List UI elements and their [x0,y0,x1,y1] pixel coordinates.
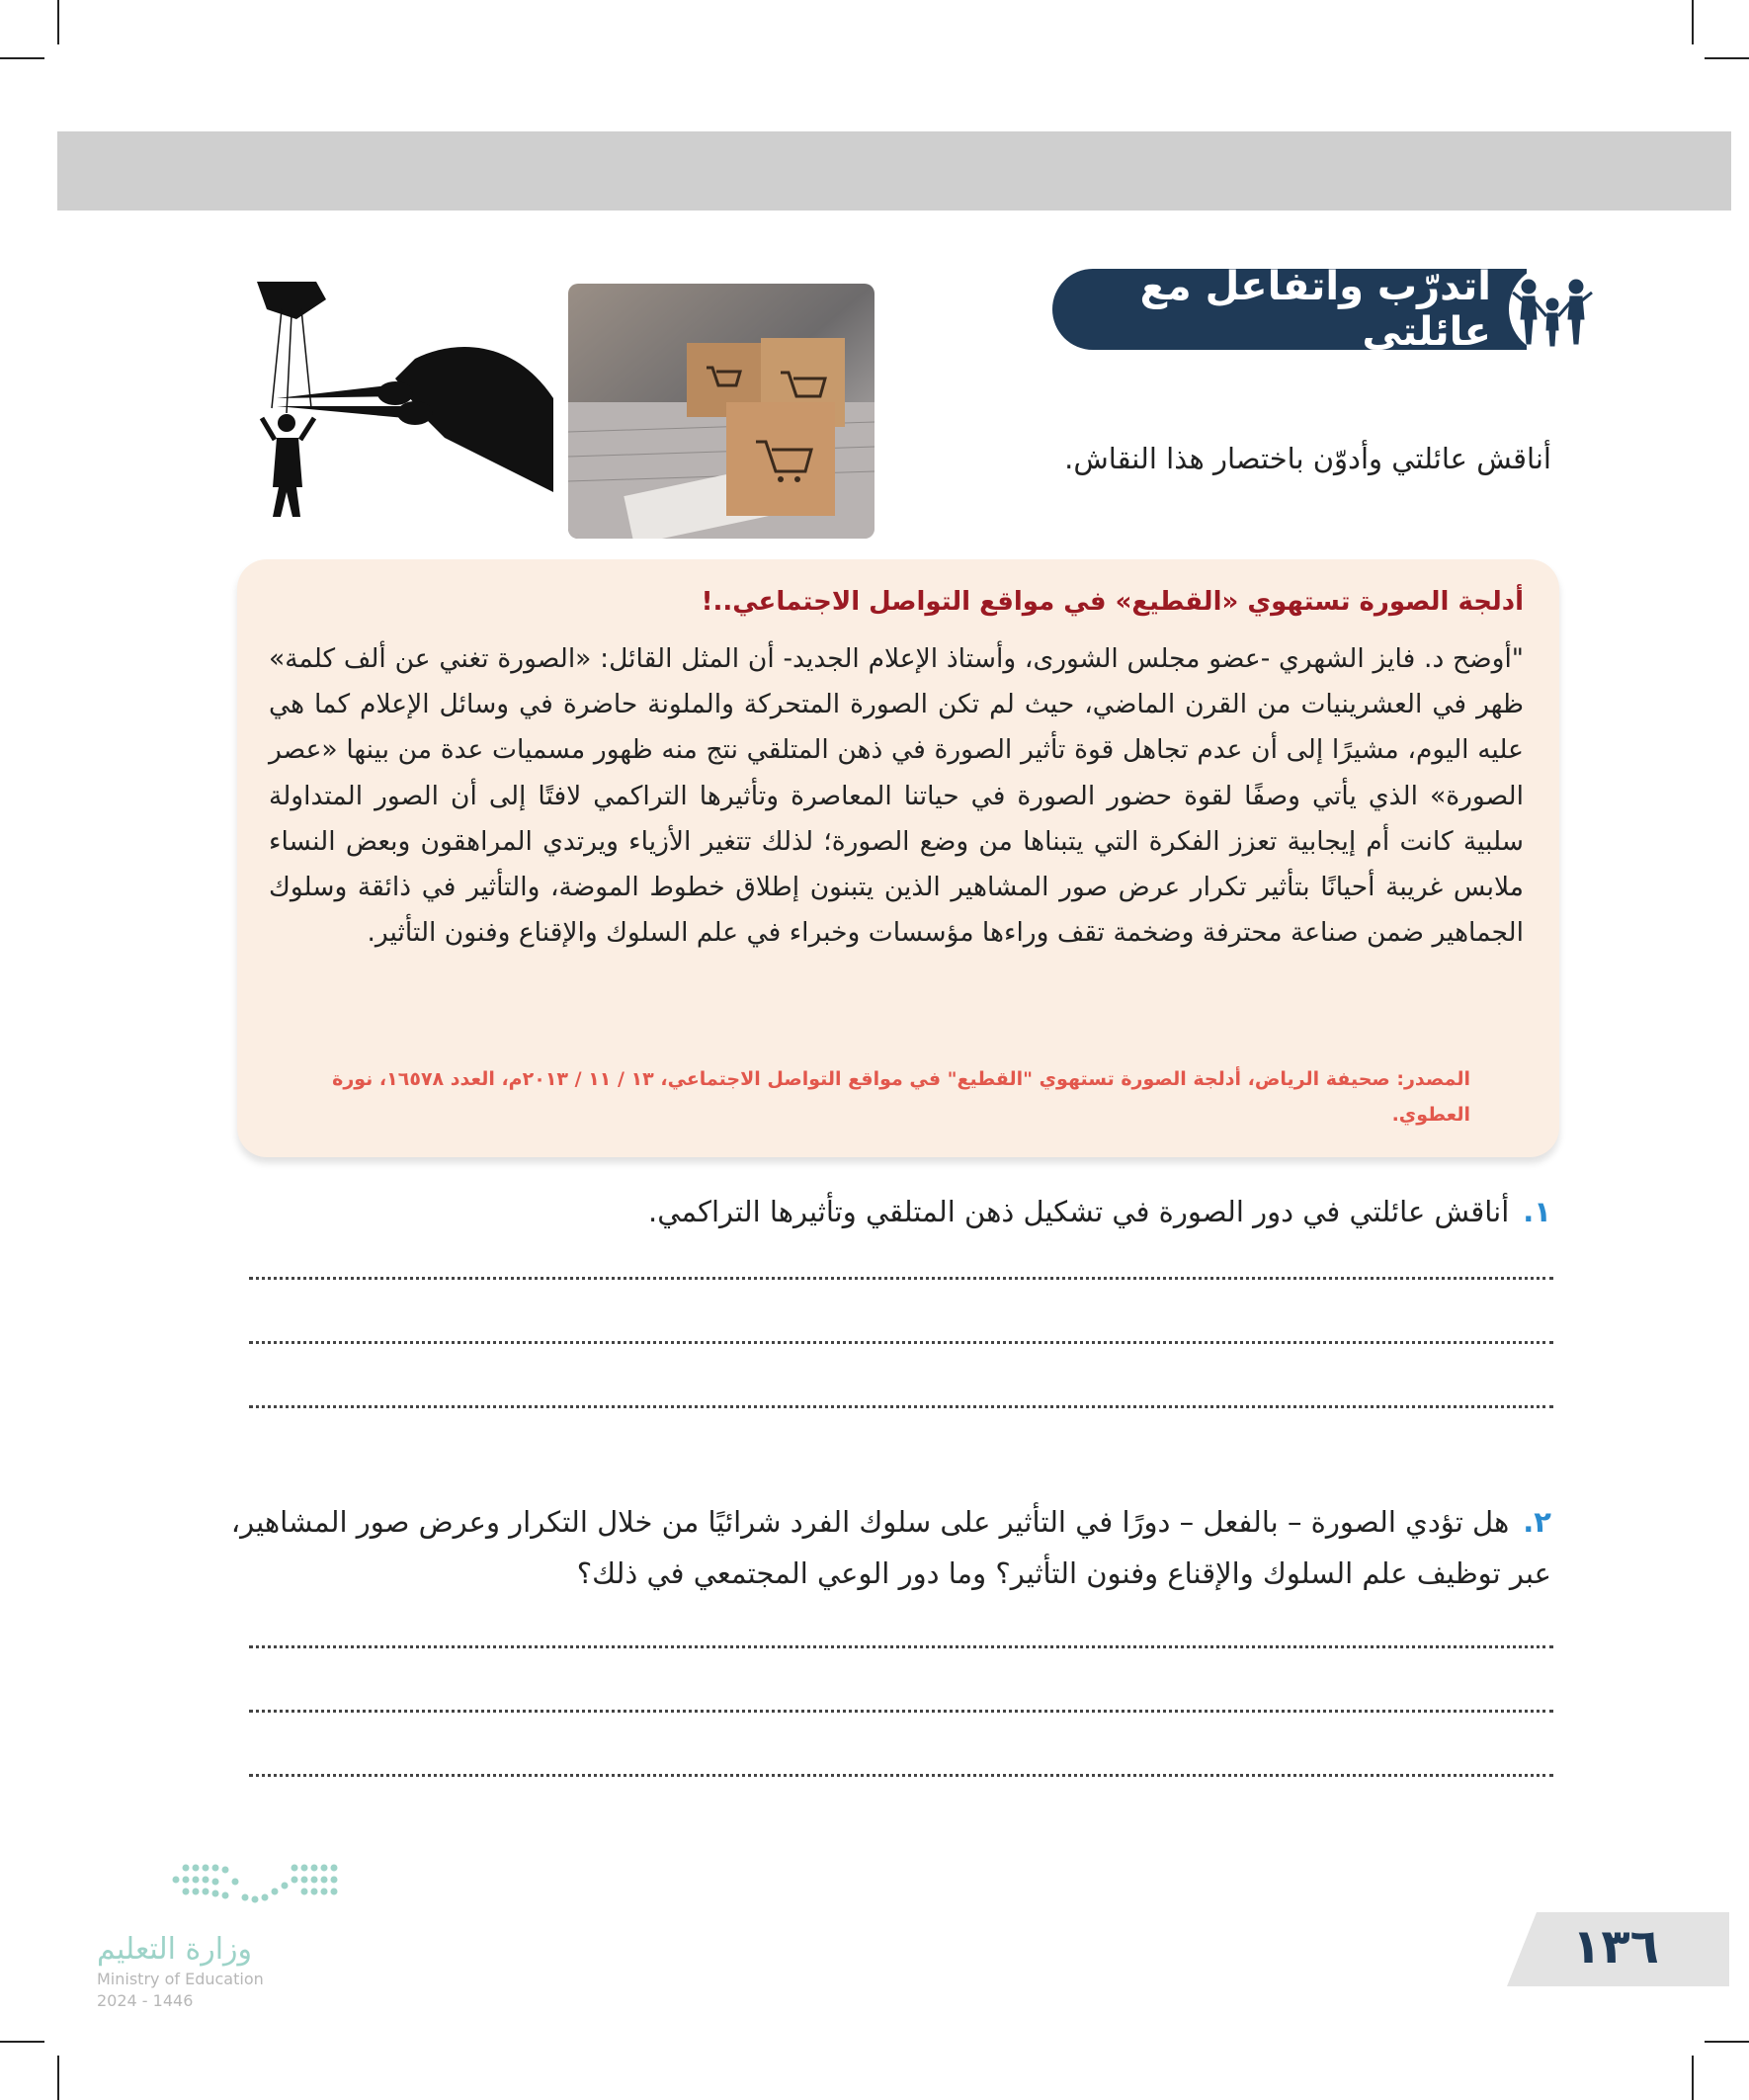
article-title: أدلجة الصورة تستهوي «القطيع» في مواقع التواصل الاجتماعي..! [701,587,1524,617]
section-title: أتدرّب وأتفاعل مع عائلتي [1139,264,1491,355]
scissors-puppet-image [257,280,553,527]
article-body: "أوضح د. فايز الشهري -عضو مجلس الشورى، وأستاذ الإعلام الجديد- أن المثل القائل: «الصورة تغني عن ألف كلمة» ظهر في العشرينيات من القرن الماضي، حيث لم تكن الصورة المتحركة والملونة حاضرة في وسائل الإعلام كما هي عليه اليوم، مشيرًا إلى أن عدم تجاهل قوة تأثير الصورة في ذهن المتلقي نتج منه ظهور مسميات عدة من بينها «عصر الصورة» الذي يأتي وصفًا لقوة حضور الصورة في حياتنا المعاصرة وتأثيرها التراكمي لافتًا إلى أن الصور المتداولة سلبية كانت أم إيجابية تعزز الفكرة التي يتبناها من وضع الصورة؛ لذلك تتغير الأزياء ويرتدي المراهقون وبعض النساء ملابس غريبة أحيانًا بتأثير تكرار عرض صور المشاهير الذين يتبنون إطلاق خطوط الموضة، والتأثير في ذائقة وسلوك الجماهير ضمن صناعة محترفة وضخمة تقف وراءها مؤسسات وخبراء في علم السلوك والإقناع وفنون التأثير. [269,643,1524,949]
article-source: المصدر: صحيفة الرياض، أدلجة الصورة تستهوي "القطيع" في مواقع التواصل الاجتماعي، ١٣ / ١١ / ٢٠١٣م، العدد ١٦٥٧٨، نورة العطوي. [332,1068,1470,1126]
question-number: ٢. [1523,1505,1551,1539]
family-icon [1509,265,1596,354]
question-text: أناقش عائلتي في دور الصورة في تشكيل ذهن المتلقي وتأثيرها التراكمي. [648,1195,1510,1228]
ministry-name-en: Ministry of Education [97,1970,264,1988]
page-number: ١٣٦ [1572,1919,1659,1974]
ministry-name-ar: وزارة التعليم [97,1932,253,1967]
intro-text: أناقش عائلتي وأدوّن باختصار هذا النقاش. [1064,442,1551,475]
answer-line[interactable] [249,1710,1553,1713]
answer-line[interactable] [249,1645,1553,1648]
answer-line[interactable] [249,1405,1553,1408]
crop-mark [1705,2041,1749,2043]
crop-mark [1692,0,1694,44]
crop-mark [0,2041,44,2043]
question-text-line1: هل تؤدي الصورة – بالفعل – دورًا في التأثير على سلوك الفرد شرائيًا من خلال التكرار وعرض صور المشاهير، [230,1505,1510,1539]
article-card [237,559,1559,1157]
crop-mark [1692,2056,1694,2100]
question-2 [231,1496,1551,1599]
top-banner [57,131,1731,210]
question-text-line2: عبر توظيف علم السلوك والإقناع وفنون التأثير؟ وما دور الوعي المجتمعي في ذلك؟ [576,1556,1551,1590]
crop-mark [57,0,59,44]
shopping-boxes-image [568,284,874,539]
question-1 [648,1186,1551,1237]
crop-mark [1705,57,1749,59]
section-pill [1052,264,1527,355]
answer-line[interactable] [249,1277,1553,1280]
crop-mark [0,57,44,59]
edition-year: 2024 - 1446 [97,1991,194,2010]
section-header [1042,264,1596,355]
answer-line[interactable] [249,1341,1553,1344]
crop-mark [57,2056,59,2100]
answer-line[interactable] [249,1774,1553,1777]
question-number: ١. [1523,1195,1551,1228]
